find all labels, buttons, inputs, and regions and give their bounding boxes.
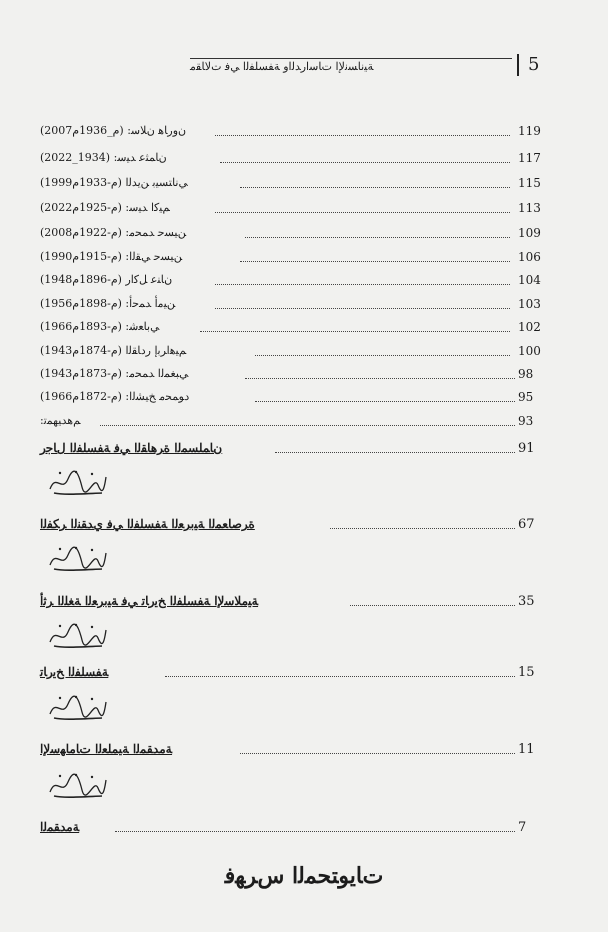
toc-entry-title: ﺔﻴﻣﻼﺳﻹﺍ ﺔﻔﺴﻠﻔﻟﺍ ﺦﻳﺭﺎﺗ ﻲﻓ ﺔﻴﺑﺮﻌﻟﺍ ﺔﻐﻠﻟﺍ ﺮﺛﺃ — [40, 594, 259, 608]
toc-entry-title: (1943م-1874م) ﻢﻴﻫﺍﺮﺑﺇ ﺭﺩﺎﻘﻟﺍ — [40, 344, 187, 357]
page-title: ﺕﺎﻳﻮﺘﺤﻤﻟﺍ ﺱﺮﻬﻓ — [224, 863, 384, 889]
dot-leader — [165, 676, 515, 677]
dot-leader — [245, 237, 510, 238]
toc-entry-page: 91 — [518, 441, 535, 456]
toc-entry[interactable] — [40, 273, 548, 293]
toc-entry-title: (1943م-1873م) :ﻲﺒﻐﻤﻟﺍ ﺪﻤﺤﻣ — [40, 367, 189, 380]
dot-leader — [215, 212, 510, 213]
dot-leader — [215, 135, 510, 136]
toc-entry-title: ﻥﺎﻤﻠﺴﻤﻟﺍ ﺓﺮﻫﺎﻘﻟﺍ ﻲﻓ ﺔﻔﺴﻠﻔﻟﺍ ﻝﺎﺟﺭ — [40, 441, 223, 455]
dot-leader — [255, 355, 510, 356]
toc-entry[interactable] — [40, 390, 548, 410]
calligraphy-ornament — [48, 543, 108, 577]
toc-entry-title: (1966م-1872م) :ﺩﻮﻤﺤﻣ ﺦﻴﺸﻟﺍ — [40, 390, 190, 403]
dot-leader — [100, 425, 515, 426]
toc-entry-page: 7 — [518, 820, 527, 835]
calligraphy-ornament — [48, 620, 108, 654]
dot-leader — [215, 308, 510, 309]
calligraphy-ornament — [48, 692, 108, 726]
toc-entry-page: 67 — [518, 517, 535, 532]
dot-leader — [255, 401, 515, 402]
toc-entry[interactable] — [40, 176, 548, 196]
page-number: 5 — [528, 54, 540, 75]
toc-entry-title: :ﻢﻫﺪﻴﻬﻤﺗ — [40, 414, 81, 427]
toc-entry[interactable] — [40, 151, 548, 171]
toc-entry[interactable] — [40, 320, 548, 340]
running-header: ﺔﻴﻧﺎﺴﻧﻹﺍ ﺕﺎﺳﺍﺭﺪﻟﺍﻭ ﺔﻔﺴﻠﻔﻟﺍ ﻲﻓ ﺕﻻﺎﻘﻣ — [190, 60, 374, 73]
toc-entry[interactable] — [40, 297, 548, 317]
toc-entry-page: 119 — [518, 124, 541, 138]
dot-leader — [330, 528, 515, 529]
toc-entry-page: 113 — [518, 201, 541, 215]
toc-entry[interactable] — [40, 250, 548, 270]
dot-leader — [115, 831, 515, 832]
dot-leader — [220, 162, 510, 163]
dot-leader — [245, 378, 515, 379]
toc-entry-title: (2022_1934) :ﻥﺎﻤﺜﻋ ﺪﻴﺳ — [40, 151, 167, 164]
toc-entry[interactable] — [40, 344, 548, 364]
dot-leader — [240, 261, 510, 262]
toc-entry-title: (1956م-1898م) :ﻦﻴﻣﺃ ﺪﻤﺣﺃ — [40, 297, 176, 310]
toc-entry-page: 106 — [518, 250, 541, 264]
dot-leader — [215, 284, 510, 285]
toc-entry-page: 102 — [518, 320, 541, 334]
calligraphy-ornament — [48, 467, 108, 501]
dot-leader — [275, 452, 515, 453]
toc-entry[interactable] — [40, 201, 548, 221]
toc-entry-title: ﺔﻔﺴﻠﻔﻟﺍ ﺦﻳﺭﺎﺗ — [40, 665, 109, 679]
dot-leader — [200, 331, 510, 332]
folio-divider — [517, 54, 519, 76]
toc-entry[interactable] — [40, 226, 548, 246]
dot-leader — [240, 753, 515, 754]
dot-leader — [240, 187, 510, 188]
toc-entry-title: ﺔﻣﺪﻘﻤﻟﺍ — [40, 820, 80, 834]
toc-entry-title: ﺓﺮﺻﺎﻌﻤﻟﺍ ﺔﻴﺑﺮﻌﻟﺍ ﺔﻔﺴﻠﻔﻟﺍ ﻲﻓ ﻱﺪﻘﻨﻟﺍ ﺮﻜﻔﻟﺍ — [40, 517, 255, 531]
toc-entry[interactable] — [40, 594, 548, 614]
toc-entry-page: 98 — [518, 367, 534, 381]
toc-entry[interactable] — [40, 367, 548, 387]
toc-entry-title: (2022م-1925م) :ﻢﻴﻛﺍ ﺪﻴﺳ — [40, 201, 170, 214]
header-rule — [190, 58, 512, 59]
toc-entry-page: 109 — [518, 226, 541, 240]
toc-entry[interactable] — [40, 820, 548, 840]
toc-entry-title: (2007م_1936م) :ﻥﻭﺭﺎﻫ ﻥﻼﺳ — [40, 124, 187, 137]
dot-leader — [350, 605, 515, 606]
toc-entry[interactable] — [40, 124, 548, 144]
calligraphy-ornament — [48, 770, 108, 804]
toc-entry-page: 100 — [518, 344, 541, 358]
toc-entry-page: 93 — [518, 414, 534, 428]
toc-entry[interactable] — [40, 414, 548, 434]
toc-entry-title: (1966م-1893م) :ﻲﺑﺎﻌﺷ — [40, 320, 160, 333]
toc-entry-page: 115 — [518, 176, 541, 190]
toc-entry-page: 104 — [518, 273, 541, 287]
toc-entry-title: (1990م-1915م) :ﻦﻴﺴﺣ ﻲﻘﻟﺍ — [40, 250, 183, 263]
toc-entry-title: ﺔﻣﺪﻘﻤﻟﺍ ﺔﻴﻤﻠﻌﻟﺍ ﺕﺎﻣﺎﻬﺳﻹﺍ — [40, 742, 173, 756]
toc-entry-title: (2008م-1922م) :ﻦﻴﺴﺣ ﺪﻤﺤﻣ — [40, 226, 187, 239]
toc-entry-title: (1948م-1896م) ﻥﺎﻨﻋ ﻞﻛﺍﺭ — [40, 273, 173, 286]
toc-entry-page: 15 — [518, 665, 535, 680]
toc-entry[interactable] — [40, 441, 548, 461]
toc-entry[interactable] — [40, 665, 548, 685]
toc-entry[interactable] — [40, 742, 548, 762]
toc-entry-page: 11 — [518, 742, 535, 757]
toc-entry[interactable] — [40, 517, 548, 537]
toc-entry-title: (1999م-1933م) ﻲﻧﺎﺘﺴﻴﺑ ﻦﻳﺪﻟﺍ — [40, 176, 188, 189]
toc-entry-page: 117 — [518, 151, 541, 165]
toc-entry-page: 103 — [518, 297, 541, 311]
toc-entry-page: 35 — [518, 594, 535, 609]
toc-entry-page: 95 — [518, 390, 534, 404]
